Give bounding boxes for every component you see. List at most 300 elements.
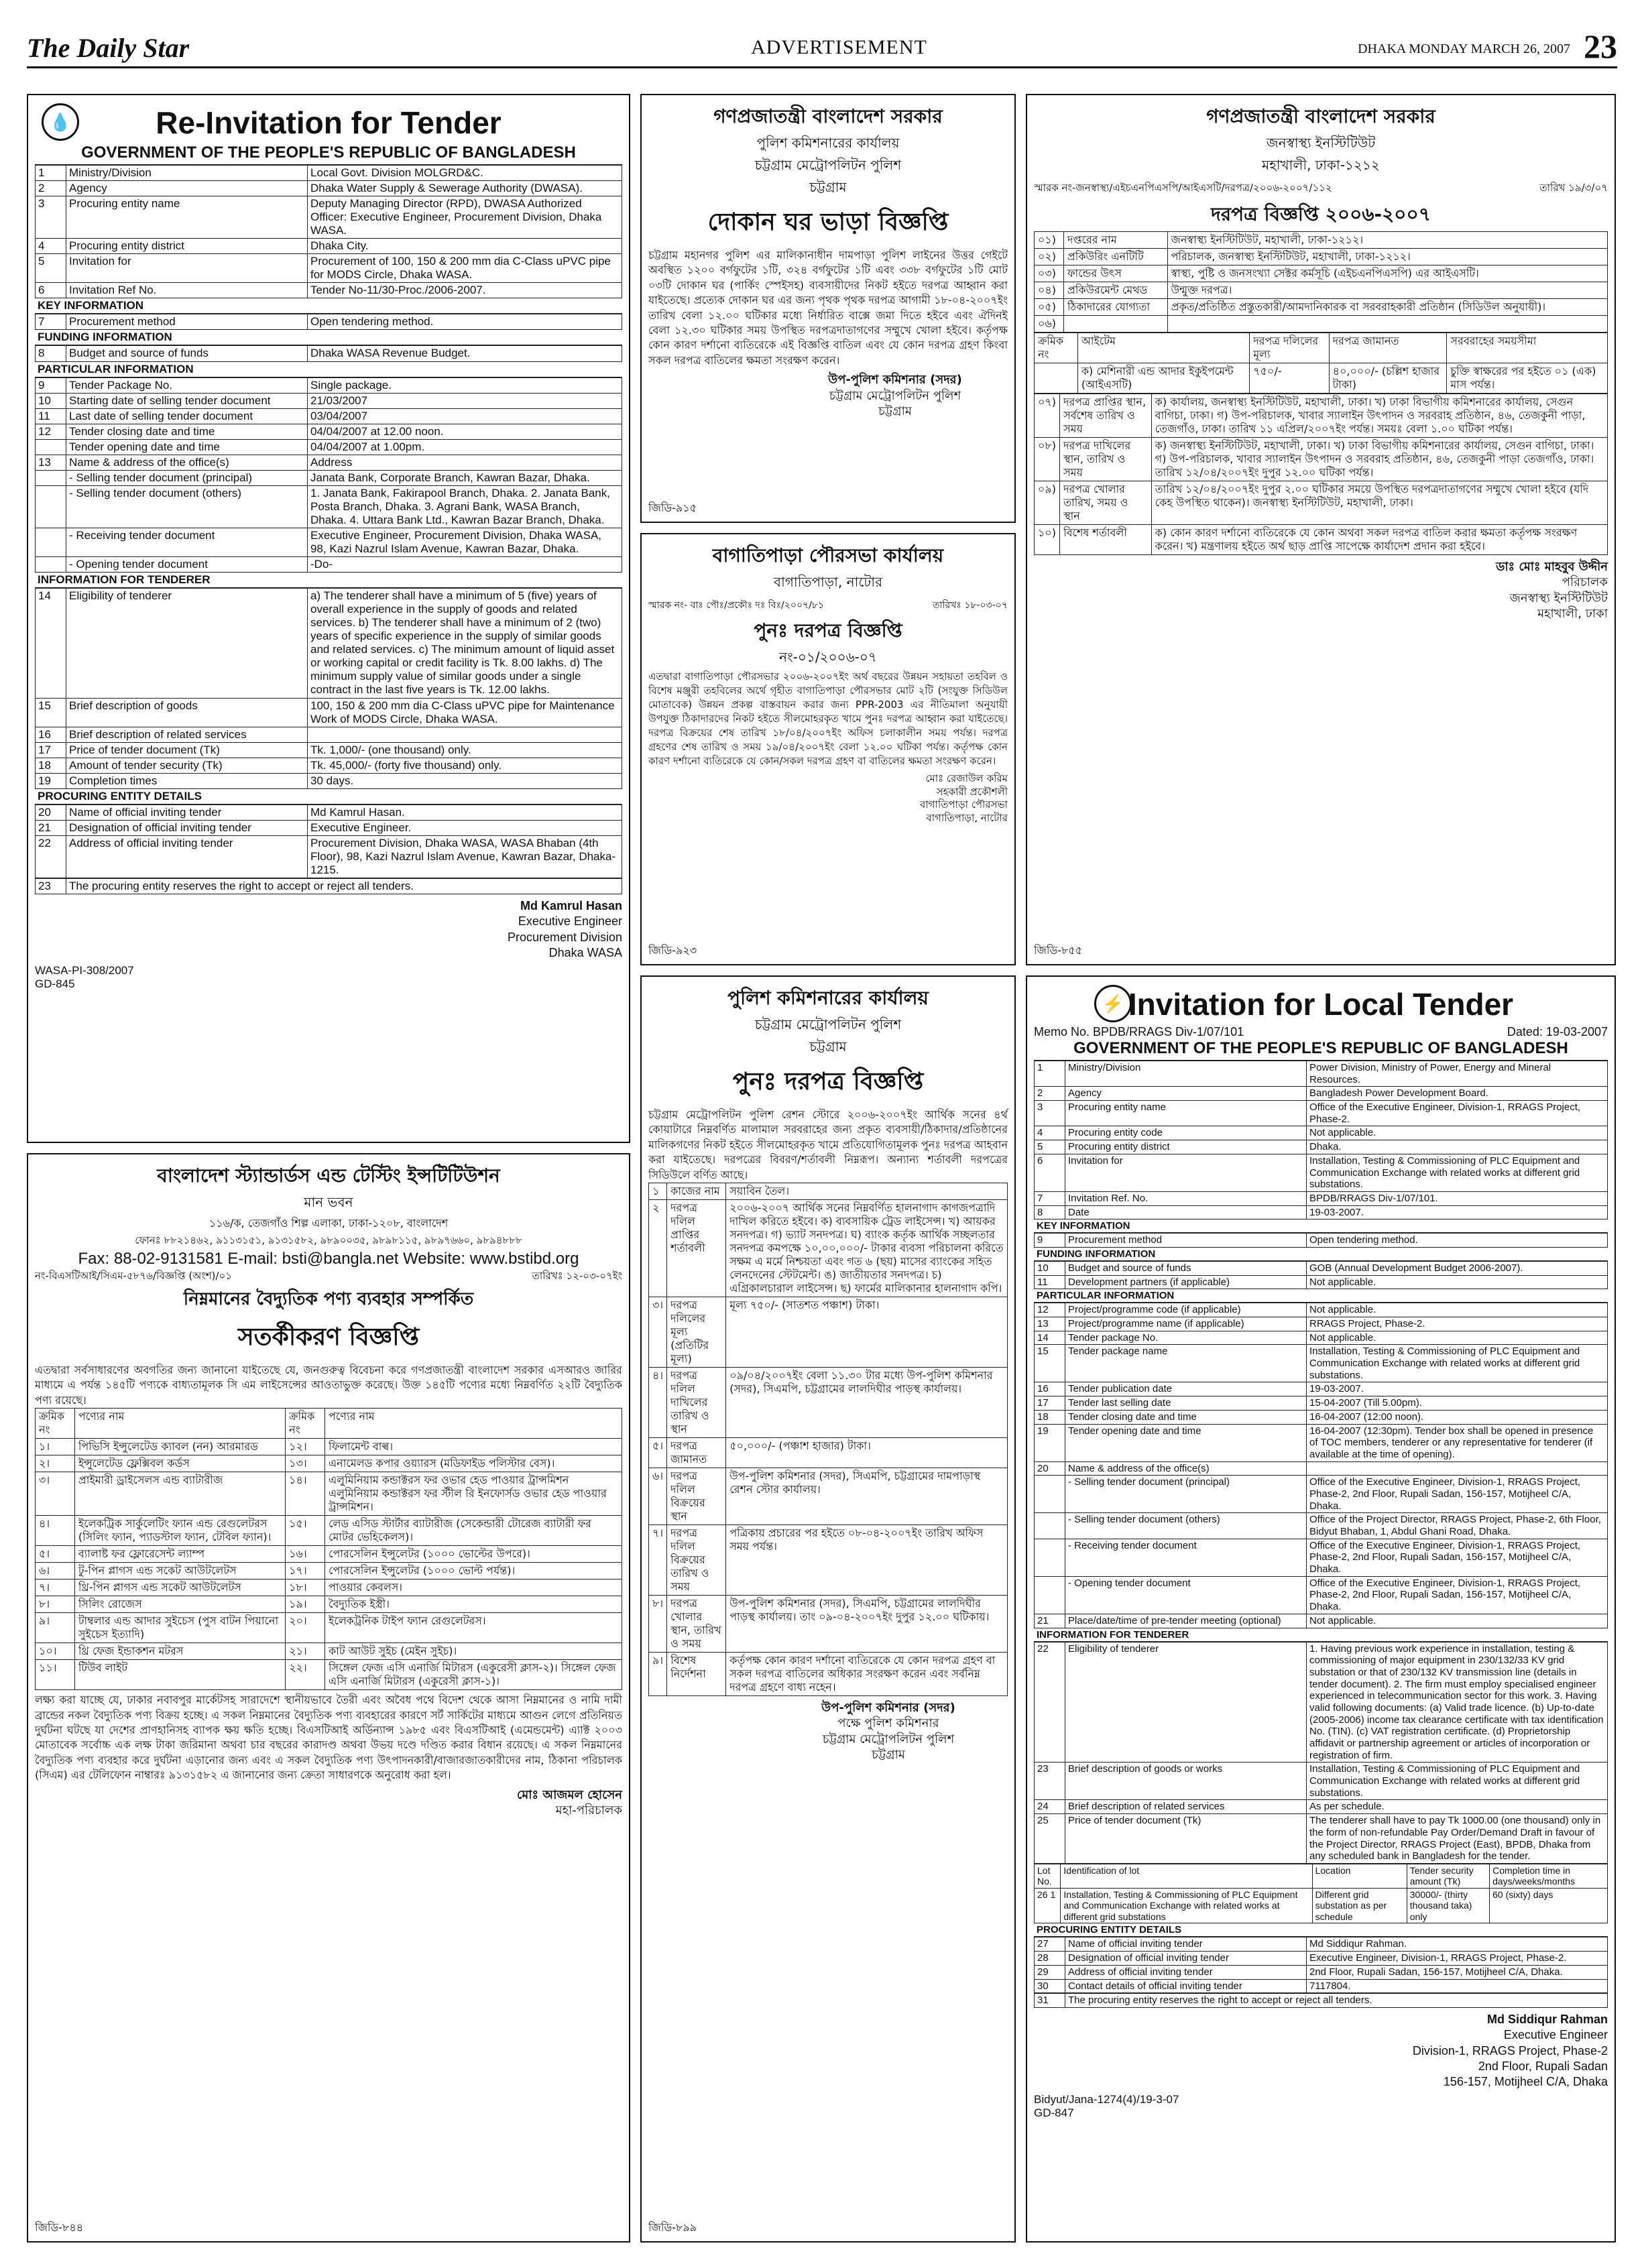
table-cell-v: 2nd Floor, Rupali Sadan, 156-157, Motijheel C/A, Dhaka. [1307,1965,1608,1979]
table-cell-n: 17 [1035,1396,1065,1411]
table-row [36,835,622,878]
table-cell: টু-পিন প্লাগস এন্ড সকেট আউটলেটস [74,1563,285,1579]
table-cell-k: দরপত্র দলিল বিক্রয়ের তারিখ ও সময় [667,1525,726,1595]
table-cell-k: Tender Package No. [66,377,308,393]
table-cell: বৈদ্যুতিক ইস্ত্রী। [325,1596,622,1613]
table-cell-k: Procuring entity district [66,239,308,254]
table-cell-n: 29 [1035,1965,1065,1979]
health-title: দরপত্র বিজ্ঞপ্তি ২০০৬-২০০৭ [1211,203,1431,225]
table-row [36,1660,622,1690]
table-cell-n [36,528,66,556]
table-cell-n: 28 [1035,1952,1065,1966]
table-cell-n [1035,1476,1065,1513]
table-cell-n: 6 [1035,1154,1065,1191]
police-shop-city: চট্টগ্রাম [809,179,847,195]
table-cell-v: উন্মুক্ত দরপত্র। [1167,282,1607,299]
table-cell-n: 20 [36,804,66,820]
dwasa-sec-key: KEY INFORMATION [35,298,622,314]
table-row [36,727,622,742]
table-row [1035,438,1608,481]
table-cell-n: 2 [1035,1087,1065,1101]
table-row [1035,1101,1608,1126]
table-cell-v: 16-04-2007 (12:00 noon). [1307,1410,1608,1424]
table-cell-n: ৪। [649,1367,667,1437]
table-cell-k: Price of tender document (Tk) [66,742,308,758]
table-cell-k: Procuring entity name [1065,1101,1307,1126]
police-tender-head: পুনঃ দরপত্র বিজ্ঞপ্তি [732,1068,924,1095]
table-cell-k: - Opening tender document [66,557,308,573]
table-cell-n: ৫। [649,1437,667,1468]
table-cell-k: Procuring entity district [1065,1140,1307,1154]
table-row [36,254,622,283]
table-row [36,820,622,835]
table-cell-n: 10 [36,393,66,408]
table-cell-v: Single package. [308,377,622,393]
table-cell-k: Invitation Ref. No. [1065,1191,1307,1205]
table-row [1035,1814,1608,1864]
table-row [1035,1382,1608,1396]
table-cell-k: Ministry/Division [1065,1061,1307,1087]
table-cell-v: a) The tenderer shall have a minimum of 5 (five) years of overall experience in the supply of goods and related services. b) The tenderer shall have a minimum of 2 (two) years of specific experience in the supply of similar goods and related services. c) The minimum amount of liquid asset or working capital or credit facility is Tk. 8.00 lakhs. d) The minimum supply value of similar goods under a single contract in the last five years is Tk. 12.00 lakhs. [308,589,622,698]
bpdb-table-f [1034,1937,1608,1993]
table-cell-n [1035,1513,1065,1539]
table-cell-k: Project/programme name (if applicable) [1065,1317,1307,1331]
table-row [36,589,622,698]
table-cell-n: 9 [1035,1234,1065,1248]
bpdb-memo-row: Memo No. BPDB/RRAGS Div-1/07/101 Dated: 19-03-2007 [1034,1025,1608,1038]
section-label: ADVERTISEMENT [751,36,927,58]
table-cell-n [36,485,66,528]
table-row [36,283,622,298]
table-cell-k: Agency [66,181,308,196]
table-cell-v: Office of the Executive Engineer, Division-1, RRAGS Project, Phase-2, 2nd Floor, Rupali Sadan, 156-157, Motijheel C/A, Dhaka. [1307,1576,1608,1614]
table-row [1035,1317,1608,1331]
table-cell-k: - Opening tender document [1065,1576,1307,1614]
table-cell: ইলেকট্রিক সার্কুলেটিং ফ্যান এন্ড রেগুলেটরস (সিলিং ফ্যান, প্যাডস্টাল ফ্যান, টেবিল ফ্যান)। [74,1516,285,1546]
table-cell-n: 4 [1035,1126,1065,1140]
bsti-fax: Fax: 88-02-9131581 E-mail: bsti@bangla.net Website: www.bstibd.org [78,1250,579,1268]
dwasa-sec-part: PARTICULAR INFORMATION [35,362,622,377]
police-shop-gov: গণপ্রজাতন্ত্রী বাংলাদেশ সরকার [713,105,943,127]
table-cell: ২১। [286,1643,325,1660]
table-cell: ২২। [286,1660,325,1690]
table-cell-v: Tk. 45,000/- (forty five thousand) only. [308,758,622,773]
table-cell-v: Power Division, Ministry of Power, Energy and Mineral Resources. [1307,1061,1608,1087]
table-row [1035,1476,1608,1513]
table-row [1035,1275,1608,1289]
table-cell-n: 3 [1035,1101,1065,1126]
bpdb-table-c [1034,1261,1608,1289]
bpdb-lot-table: Lot No. Identification of lot Location Tender security amount (Tk) Completion time in days/weeks/months 26 1 Installation, Testing & Commissioning of PLC Equipment and Communication Exchange with related works at different grid substations Different grid substation as per schedule 30000/- (thirty thousand taka) only 60 (sixty) days [1034,1864,1608,1924]
table-row [36,804,622,820]
table-cell-n: 16 [1035,1382,1065,1396]
table-row [36,470,622,485]
table-cell-v: Procurement Division, Dhaka WASA, WASA Bhaban (4th Floor), 98, Kazi Nazrul Islam Avenue, Kawran Bazar, Dhaka-1215. [308,835,622,878]
table-cell-n: 18 [1035,1410,1065,1424]
table-cell-v [1307,1461,1608,1476]
health-gov: গণপ্রজাতন্ত্রী বাংলাদেশ সরকার [1206,105,1435,127]
table-cell-k: Invitation Ref No. [66,283,308,298]
table-cell: ২। [36,1455,75,1472]
table-cell-v: Executive Engineer, Division-1, RRAGS Project, Phase-2. [1307,1952,1608,1966]
table-cell-k: বিশেষ শর্তাবলী [1060,525,1152,555]
table-cell-n: 15 [36,698,66,727]
table-cell-n: ০৪) [1035,282,1064,299]
table-cell: ৪। [36,1516,75,1546]
table-cell-k: দরপত্র প্রাপ্তির স্থান, সর্বশেষ তারিখ ও সময় [1060,394,1152,438]
table-cell-n: 1 [36,166,66,181]
table-cell-n [1035,1576,1065,1614]
table-cell-v: পরিচালক, জনস্বাস্থ্য ইনস্টিটিউট, মহাখালী, ঢাকা-১২১২। [1167,249,1607,265]
wasa-logo-icon: 💧 [42,103,79,141]
table-cell-n: 13 [36,455,66,470]
table-row [36,181,622,196]
table-cell-v: Md Kamrul Hasan. [308,804,622,820]
dwasa-signature: Md Kamrul Hasan Executive Engineer Procurement Division Dhaka WASA [507,899,622,960]
table-cell-k: Budget and source of funds [66,346,308,361]
table-row [1035,1937,1608,1952]
table-cell-k: Brief description of goods or works [1065,1763,1307,1800]
table-cell-n: 14 [36,589,66,698]
bpdb-ad [1026,975,1616,2243]
health-signature: ডাঃ মোঃ মাহবুব উদ্দীন পরিচালক জনস্বাস্থ্য ইনস্টিটিউট মহাখালী, ঢাকা [1496,560,1608,621]
table-cell-v: 1. Janata Bank, Fakirapool Branch, Dhaka. 2. Janata Bank, Posta Branch, Dhaka. 3. Agrani Bank, WASA Branch, Dhaka. 4. Uttara Bank Ltd., Kawran Bazar Branch, Dhaka. [308,485,622,528]
dwasa-row-23: 23 The procuring entity reserves the right to accept or reject all tenders. [35,878,622,894]
health-city: মহাখালী, ঢাকা-১২১২ [1262,157,1380,173]
table-cell: ১১। [36,1660,75,1690]
table-cell-k: Tender closing date and time [66,424,308,439]
table-cell: ৫। [36,1546,75,1563]
table-cell-k: Development partners (if applicable) [1065,1275,1307,1289]
table-cell-k: Name & address of the office(s) [1065,1461,1307,1476]
table-row [1035,1424,1608,1461]
police-tender-city: চট্টগ্রাম [809,1038,847,1055]
table-row [36,439,622,455]
table-cell-v: Executive Engineer. [308,820,622,835]
table-cell-n: 21 [1035,1614,1065,1628]
table-cell-v: পত্রিকায় প্রচারের পর হইতে ০৮-০৪-২০০৭ইং তারিখ অফিস সময় পর্যন্ত। [726,1525,1008,1595]
table-cell-k: Date [1065,1205,1307,1219]
table-cell: ৩। [36,1472,75,1516]
table-cell-k: Brief description of related services [66,727,308,742]
table-cell-n: ১ [649,1183,667,1199]
table-cell-n: 21 [36,820,66,835]
bsti-head: নিম্নমানের বৈদ্যুতিক পণ্য ব্যবহার সম্পর্কিত [183,1289,474,1309]
table-row [36,1613,622,1643]
table-cell-n: ৭। [649,1525,667,1595]
health-office: জনস্বাস্থ্য ইনস্টিটিউট [1266,135,1376,151]
table-cell-v: Md Siddiqur Rahman. [1307,1937,1608,1952]
table-cell-v: Not applicable. [1307,1614,1608,1628]
table-row [649,1468,1008,1525]
table-cell-v: 19-03-2007. [1307,1382,1608,1396]
table-row [36,424,622,439]
page-header [27,27,1617,68]
table-cell-v: RRAGS Project, Phase-2. [1307,1317,1608,1331]
table-cell: সিলিং রোজেস [74,1596,285,1613]
table-cell-n: 6 [36,283,66,298]
police-shop-code: জিডি-৯১৫ [648,501,697,514]
table-cell-n: ৯। [649,1652,667,1695]
table-row [649,1199,1008,1297]
table-cell-v: Open tendering method. [308,314,622,330]
table-cell-k: Procurement method [1065,1234,1307,1248]
bpdb-government: GOVERNMENT OF THE PEOPLE'S REPUBLIC OF BANGLADESH [1034,1039,1608,1061]
table-row [1035,282,1608,299]
table-cell-n: 11 [1035,1275,1065,1289]
table-cell-v: 19-03-2007. [1307,1205,1608,1219]
table-row [36,239,622,254]
police-tender-ad [640,975,1016,2243]
table-cell-k: Agency [1065,1087,1307,1101]
table-cell-k: Name of official inviting tender [1065,1937,1307,1952]
bagati-signature: মোঃ রেজাউল করিম সহকারী প্রকৌশলী বাগাতিপাড়া পৌরসভা বাগাতিপাড়া, নাটোর [919,772,1008,824]
table-row [1035,525,1608,555]
table-cell-v: 100, 150 & 200 mm dia C-Class uPVC pipe for Maintenance Work of MODS Circle, Dhaka WASA. [308,698,622,727]
table-cell-n: 7 [36,314,66,330]
table-cell-n: 12 [1035,1303,1065,1317]
table-cell-n: 16 [36,727,66,742]
table-cell-k: দরপত্র খোলার তারিখ, সময় ও স্থান [1060,481,1152,525]
table-cell-v: Local Govt. Division MOLGRD&C. [308,166,622,181]
table-cell-k: - Selling tender document (principal) [66,470,308,485]
table-cell-k: দপ্তরের নাম [1063,232,1167,249]
table-cell-n: 19 [1035,1424,1065,1461]
table-row [1035,1396,1608,1411]
table-cell-k: Designation of official inviting tender [66,820,308,835]
table-cell-n: ৬। [649,1468,667,1525]
table-cell: ১৪। [286,1472,325,1516]
table-row [36,377,622,393]
table-row [36,1516,622,1546]
table-cell-v: 16-04-2007 (12:30pm). Tender box shall be opened in presence of TOC members, tenderer or any representative for tenderer (if available at the time of opening). [1307,1424,1608,1461]
table-cell-n: 30 [1035,1979,1065,1993]
table-row [1035,1410,1608,1424]
table-cell-k: Address of official inviting tender [1065,1965,1307,1979]
table-row [1035,1513,1608,1539]
bagati-head: পুনঃ দরপত্র বিজ্ঞপ্তি [754,619,902,642]
table-cell-n: ০২) [1035,249,1064,265]
table-cell-n: ০৯) [1035,481,1060,525]
table-cell: প্রাইমারী ড্রাইসেলস এন্ড ব্যাটারীজ [74,1472,285,1516]
table-cell-n: 5 [36,254,66,283]
table-cell-n: 3 [36,196,66,239]
table-cell-k: Budget and source of funds [1065,1261,1307,1275]
table-cell: ব্যালাষ্ট ফর ফ্লোরেসেন্ট ল্যাম্প [74,1546,285,1563]
dwasa-sec-fund: FUNDING INFORMATION [35,330,622,345]
table-cell-v: 7117804. [1307,1979,1608,1993]
table-cell-k: Procuring entity code [1065,1126,1307,1140]
bagati-body: এতদ্বারা বাগাতিপাড়া পৌরসভার ২০০৬-২০০৭ইং অর্থ বছরের উন্নয়ন সহায়তা তহবিল ও বিশেষ মঞ্জুরী তহবিলের অর্থে গৃহীত বাগাতিপাড়া পৌরসভার মোট ২টি (সংযুক্ত সিডিউল মোতাবেক) উন্নয়ন প্রকল্প বাস্তবায়ন করার জন্য PPR-2003 এর নীতিমালা অনুযায়ী উপযুক্ত ঠিকাদারদের নিকট হইতে সীলমোহরকৃত খামে পুনঃ দরপত্র আহ্বান করা যাইতেছে। দরপত্র বিক্রয়ের শেষ তারিখ ১৮/০৪/২০০৭ইং অফিস চলাকালীন সময় পর্যন্ত। দরপত্র গ্রহণের শেষ তারিখ ও সময় ১৯/০৪/২০০৭ইং বেলা ১২.০০ ঘটিকা পর্যন্ত। কর্তৃপক্ষ কোন কারণ দর্শানো ব্যতিরেকে যে কোন/সকল দরপত্র গ্রহণ বা বাতিলের ক্ষমতা সংরক্ষণ করেন। [648,670,1008,767]
police-shop-title: দোকান ঘর ভাড়া বিজ্ঞপ্তি [707,208,949,236]
table-cell-n: 4 [36,239,66,254]
table-row [36,196,622,239]
table-cell-n: 10 [1035,1261,1065,1275]
table-row [36,557,622,573]
table-cell: ১৯। [286,1596,325,1613]
health-institute-ad [1026,94,1616,965]
table-cell-n: 14 [1035,1331,1065,1345]
bpdb-table-d [1034,1303,1608,1628]
table-cell-n: 7 [1035,1191,1065,1205]
police-tender-table [648,1183,1008,1696]
table-cell-k: Starting date of selling tender document [66,393,308,408]
bpdb-sec-fund: FUNDING INFORMATION [1034,1248,1608,1261]
table-cell-n: 15 [1035,1345,1065,1382]
table-cell-k: Tender opening date and time [1065,1424,1307,1461]
table-cell-n: 1 [1035,1061,1065,1087]
table-row [1035,1576,1608,1614]
table-cell-v: Tender No-11/30-Proc./2006-2007. [308,283,622,298]
table-cell-v: তারিখ ১২/০৪/২০০৭ইং দুপুর ২.০০ ঘটিকার সময়ে উপস্থিত দরপত্রদাতাগণের সম্মুখে খোলা হইবে (যদি কেহ উপস্থিত থাকেন)। জনস্বাস্থ্য ইনস্টিটিউট, মহাখালী, ঢাকা। [1151,481,1607,525]
table-cell-v: মূল্য ৭৫০/- (সাতশত পঞ্চাশ) টাকা। [726,1297,1008,1367]
bpdb-table-b [1034,1233,1608,1248]
table-cell-v: ক) জনস্বাস্থ্য ইনস্টিটিউট, মহাখালী, ঢাকা। খ) ঢাকা বিভাগীয় কমিশনারের কার্যালয়, সেগুন বাগিচা, ঢাকা। গ) উপ-পরিচালক, খাবার স্যালাইন উৎপাদন ও সরবরাহ প্রতিষ্ঠান, ৪৬, তেজকুনী পাড়া তেজগাঁও, ঢাকা। তারিখ ১২/০৪/২০০৭ইং দুপুর ১২.০০ ঘটিকা পর্যন্ত। [1151,438,1607,481]
table-cell-k: দরপত্র দলিল প্রাপ্তির শর্তাবলী [667,1199,726,1297]
table-cell-k: Last date of selling tender document [66,408,308,424]
table-cell-k: Designation of official inviting tender [1065,1952,1307,1966]
table-cell-k: Amount of tender security (Tk) [66,758,308,773]
table-cell-n: 18 [36,758,66,773]
table-cell-k: - Receiving tender document [1065,1539,1307,1576]
police-tender-signature: উপ-পুলিশ কমিশনার (সদর) পক্ষে পুলিশ কমিশনার চট্টগ্রাম মেট্রোপলিটন পুলিশ চট্টগ্রাম [821,1700,955,1763]
dwasa-sec-entity: PROCURING ENTITY DETAILS [35,789,622,804]
table-cell-v: BPDB/RRAGS Div-1/07/101. [1307,1191,1608,1205]
police-shop-ad [640,94,1016,523]
table-row [36,1546,622,1563]
table-cell-v [1167,316,1607,333]
table-cell-v: Bangladesh Power Development Board. [1307,1087,1608,1101]
police-tender-body: চট্টগ্রাম মেট্রোপলিটন পুলিশ রেশন স্টোরে ২০০৬-২০০৭ইং আর্থিক সনের ৪র্থ কোয়াটারে নিম্নবর্ণিত মালামাল সরবরাহের জন্য প্রকৃত ব্যবসায়ী/ঠিকাদার/প্রতিষ্ঠানের মালিকগণের নিকট হইতে সীলমোহরকৃত খামে প্রতিযোগিতামূলক পুনঃ দরপত্র আহবান করা যাইতেছে। দরপত্রের বিবরণ/শর্তাবলী নিম্নরূপ। অন্যান্য শর্তাবলী দরপত্রের সিডিউলে বর্ণিত আছে। [648,1108,1008,1181]
bsti-intro: এতদ্বারা সর্বসাধারণের অবগতির জন্য জানানো যাইতেছে যে, জনগুরুত্ব বিবেচনা করে গণপ্রজাতন্ত্রী বাংলাদেশ সরকার এসআরও জারির মাধ্যমে এ পর্যন্ত ১৪৫টি পণ্যকে বাধ্যতামূলক সি এম লাইসেন্সের আওতাভুক্ত করেছে। উক্ত ১৪৫টি পণ্যের মধ্যে নিম্নবর্ণিত ২২টি বৈদ্যুতিক পণ্য রয়েছে। [35,1364,622,1407]
health-memo-row: স্মারক নং-জনস্বাস্থ্য/এইচএনপিএসপি/আইএসটি/দরপত্র/২০০৬-২০০৭/১১২ তারিখ ১৯/৩/০৭ [1034,182,1608,194]
police-tender-office: পুলিশ কমিশনারের কার্যালয় [727,987,929,1009]
table-cell: ১২। [286,1439,325,1455]
table-cell: ৮। [36,1596,75,1613]
table-cell-k: Name of official inviting tender [66,804,308,820]
table-cell-n: 20 [1035,1461,1065,1476]
table-cell-n [36,470,66,485]
table-cell: পোরসেলিন ইন্সুলেটর (১০০০ ভোল্ট পর্যন্ত)। [325,1563,622,1579]
table-cell: ২০। [286,1613,325,1643]
table-cell: থ্রি ফেজ ইন্ডাকশন মটরস [74,1643,285,1660]
bsti-address: ১১৬/ক, তেজগাঁও শিল্প এলাকা, ঢাকা-১২০৮, বাংলাদেশ [209,1217,449,1230]
table-row [1035,1614,1608,1628]
table-row [36,408,622,424]
table-cell-v: 04/04/2007 at 12.00 noon. [308,424,622,439]
table-cell-k: Tender closing date and time [1065,1410,1307,1424]
table-cell-v: উপ-পুলিশ কমিশনার (সদর), সিএমপি, চট্টগ্রামের লালদিঘীর পাড়স্থ কার্যালয়। তাং ০৯-০৪-২০০৭ইং দুপুর ১২.০০ ঘটিকায়। [726,1595,1008,1652]
dwasa-table-b [35,314,622,330]
table-cell-k: Completion times [66,773,308,788]
table-cell-k: Eligibility of tenderer [1065,1642,1307,1763]
dwasa-codes: WASA-PI-308/2007 GD-845 [35,963,134,990]
page-number: 23 [1584,27,1617,65]
table-cell: ৯। [36,1613,75,1643]
table-cell-v: Address [308,455,622,470]
table-cell: ইলেকট্রনিক টাইপ ফ্যান রেগুলেটরস। [325,1613,622,1643]
table-cell-v: ক) কোন কারণ দর্শানো ব্যতিরেকে যে কোন অথবা সকল দরপত্র বাতিল করার ক্ষমতা কর্তৃপক্ষ সংরক্ষণ করেন। খ) মন্ত্রণালয় হইতে অর্থ ছাড় প্রাপ্তি সাপেক্ষে কার্যাদেশ প্রদান করা হইবে। [1151,525,1607,555]
table-cell-k: - Selling tender document (principal) [1065,1476,1307,1513]
table-cell-k: Eligibility of tenderer [66,589,308,698]
table-row [1035,232,1608,249]
table-row [1035,1061,1608,1087]
table-row [36,1455,622,1472]
table-cell-n: 23 [1035,1763,1065,1800]
table-row [649,1367,1008,1437]
table-cell-v: সয়াবিন তৈল। [726,1183,1008,1199]
table-cell-k: Brief description of related services [1065,1800,1307,1814]
table-row [36,1472,622,1516]
table-row [1035,1205,1608,1219]
bpdb-logo-icon: ⚡ [1094,985,1132,1022]
table-cell-n: ০১) [1035,232,1064,249]
dwasa-table-d [35,377,622,573]
bagati-sub: বাগাতিপাড়া, নাটোর [773,574,883,590]
table-row [1035,1261,1608,1275]
police-tender-code: জিডি-৮৯৯ [648,2221,697,2234]
table-cell: ৬। [36,1563,75,1579]
table-cell-k: দরপত্র দলিলের মূল্য (প্রতিটির মূল্য) [667,1297,726,1367]
health-items-table: ক্রমিক নং আইটেম দরপত্র দলিলের মূল্য দরপত্র জামানত সরবরাহের সময়সীমা ক) মেশিনারী এন্ড আদার ইকুইপমেন্ট (আইএসটি) ৭৫০/- ৪০,০০০/- (চল্লিশ হাজার টাকা) চুক্তি স্বাক্ষরের পর হইতে ০১ (এক) মাস পর্যন্ত। [1034,333,1608,394]
table-row [36,393,622,408]
table-row [1035,1965,1608,1979]
table-cell-v: Installation, Testing & Commissioning of PLC Equipment and Communication Exchange with related works at different grid substations. [1307,1154,1608,1191]
health-table-2 [1034,394,1608,555]
table-cell-k: কাজের নাম [667,1183,726,1199]
dwasa-table-f [35,804,622,878]
bsti-title2: সতর্কীকরণ বিজ্ঞপ্তি [237,1323,420,1351]
table-cell-v: Dhaka Water Supply & Sewerage Authority (DWASA). [308,181,622,196]
table-row [1035,265,1608,282]
table-cell-v: Janata Bank, Corporate Branch, Kawran Bazar, Dhaka. [308,470,622,485]
table-cell-k: - Selling tender document (others) [66,485,308,528]
table-cell-k [1063,316,1167,333]
table-cell-v: Office of the Project Director, RRAGS Project, Phase-2, 6th Floor, Bidyut Bhaban, 1, Abdul Ghani Road, Dhaka. [1307,1513,1608,1539]
table-cell-n [36,557,66,573]
table-row [36,1579,622,1596]
bsti-body: লক্ষ্য করা যাচ্ছে যে, ঢাকার নবাবপুর মার্কেটসহ সারাদেশে স্থানীয়ভাবে তৈরী এবং অবৈধ পথে বিদেশ থেকে আসা নিম্নমানের ও নামি দামী ব্রান্ডের নকল বৈদ্যুতিক পণ্য বিক্রয় হচ্ছে। এ সকল নিম্নমানের বৈদ্যুতিক পণ্য ব্যবহারের কারণে সর্ট সার্কিটের মাধ্যমে আগুন লেগে প্রতিনিয়ত দুর্ঘটনা ঘটছে যা দেশের প্রাণহানিসহ ব্যাপক ক্ষয় ক্ষতি হচ্ছে। বিএসটিআই অর্ডিন্যান্স ১৯৮৫ এবং বিএসটিআই (এমেন্ডমেন্ট) এ্যাক্ট ২০০৩ মোতাবেক সর্বোচ্চ এক লক্ষ টাকা জরিমানা অথবা চার বছরের কারাদণ্ড অথবা উভয় দণ্ডে দণ্ডিত করার বিধান রয়েছে। এ সকল নিম্নমানের বৈদ্যুতিক পণ্য ব্যবহার করে দুর্ঘটনা এড়ানোর জন্য এবং এ সকল বৈদ্যুতিক পণ্য উৎপাদনকারী/বাজারজাতকারীদের নাম, ঠিকানা পরিচালক (সিএম) এর টেলিফোন নাম্বারঃ ৯১৩১৫৮২ এ জানানোর জন্য ক্রেতা সাধারণকে অনুরোধ করা হল। [35,1693,622,1782]
bpdb-row-31: 31 The procuring entity reserves the right to accept or reject all tenders. [1034,1993,1608,2008]
table-row [1035,394,1608,438]
table-cell-n: ৮। [649,1595,667,1652]
table-cell-n: 22 [1035,1642,1065,1763]
table-row [649,1437,1008,1468]
table-cell-v: Deputy Managing Director (RPD), DWASA Authorized Officer: Executive Engineer, Procurement Division, Dhaka WASA. [308,196,622,239]
dwasa-table-e [35,588,622,789]
table-cell-v: -Do- [308,557,622,573]
bpdb-codes: Bidyut/Jana-1274(4)/19-3-07 GD-847 [1034,2092,1179,2119]
table-cell: ১৭। [286,1563,325,1579]
table-cell-v: ৫০,০০০/- (পঞ্চাশ হাজার) টাকা। [726,1437,1008,1468]
table-cell-v: উপ-পুলিশ কমিশনার (সদর), সিএমপি, চট্টগ্রামের দামপাড়াস্থ রেশন স্টোর কার্যালয়। [726,1468,1008,1525]
table-cell-k: - Receiving tender document [66,528,308,556]
table-cell-v: Not applicable. [1307,1331,1608,1345]
table-cell-v: GOB (Annual Development Budget 2006-2007). [1307,1261,1608,1275]
table-cell: ১০। [36,1643,75,1660]
table-cell-k: Invitation for [1065,1154,1307,1191]
table-row [1035,1642,1608,1763]
bpdb-sec-part: PARTICULAR INFORMATION [1034,1289,1608,1303]
table-row [36,485,622,528]
dwasa-table-a [35,165,622,298]
dwasa-ad [27,94,630,1143]
table-cell-n: 27 [1035,1937,1065,1952]
table-cell-n: 12 [36,424,66,439]
bpdb-table-e [1034,1642,1608,1864]
table-cell-n: 2 [36,181,66,196]
table-row [36,166,622,181]
